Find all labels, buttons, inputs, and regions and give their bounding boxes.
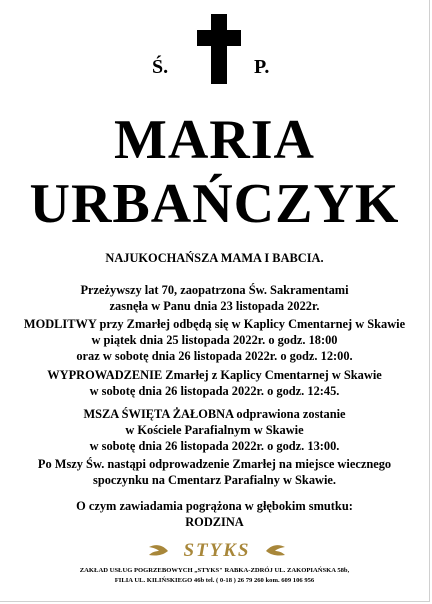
intro-line: zasnęła w Panu dnia 23 listopada 2022r.: [109, 299, 320, 313]
mass-line: w sobotę dnia 26 listopada 2022r. o godz. 13:00.: [89, 439, 340, 453]
right-wing-ornament-icon: [265, 540, 287, 562]
styks-logo: [147, 540, 287, 562]
procession-line: WYPROWADZENIE Zmarłej z Kaplicy Cmentarnej w Skawie: [47, 368, 382, 382]
sp-right-initial: P.: [254, 56, 270, 78]
intro-paragraph: [0, 282, 429, 314]
cross-icon: [197, 14, 241, 84]
closing-line: O czym zawiadamia pogrążona w głębokim smutku:: [76, 499, 353, 513]
sp-left-initial: Ś.: [152, 56, 169, 78]
burial-line: spoczynku na Cmentarz Parafialny w Skawie.: [93, 473, 336, 487]
logo-text: STYKS: [183, 540, 251, 561]
procession-line: w sobotę dnia 26 listopada 2022r. o godz. 12:45.: [89, 384, 340, 398]
first-name: MARIA: [114, 109, 315, 171]
mass-line: w Kościele Parafialnym w Skawie: [125, 423, 304, 437]
procession-paragraph: [0, 367, 429, 399]
closing-paragraph: [0, 498, 429, 530]
subtitle: [0, 250, 429, 266]
prayers-line: MODLITWY przy Zmarłej odbędą się w Kaplicy Cmentarnej w Skawie: [23, 317, 406, 331]
footer-line: FILIA UL. KILIŃSKIEGO 46b tel. ( 0-18 ) 26 79 260 kom. 609 106 956: [114, 577, 315, 584]
mass-line: MSZA ŚWIĘTA ŻAŁOBNA odprawiona zostanie: [83, 407, 346, 421]
burial-paragraph: [0, 456, 429, 488]
prayers-paragraph: [0, 316, 429, 364]
mass-paragraph: [0, 406, 429, 454]
prayers-line: w piątek dnia 25 listopada 2022r. o godz. 18:00: [91, 333, 338, 347]
left-wing-ornament-icon: [147, 540, 169, 562]
intro-line: Przeżywszy lat 70, zaopatrzona Św. Sakramentami: [80, 283, 349, 297]
last-name: URBAŃCZYK: [29, 173, 400, 235]
family-signature: RODZINA: [185, 515, 244, 529]
footer-line: ZAKŁAD USŁUG POGRZEBOWYCH „STYKS" RABKA-ZDRÓJ UL. ZAKOPIAŃSKA 58b,: [79, 567, 350, 574]
burial-line: Po Mszy Św. nastąpi odprowadzenie Zmarłej na miejsce wiecznego: [37, 457, 392, 471]
subtitle-line: NAJUKOCHAŃSZA MAMA I BABCIA.: [105, 251, 324, 265]
funeral-home-footer: [0, 566, 429, 586]
prayers-line: oraz w sobotę dnia 26 listopada 2022r. o godz. 12:00.: [76, 349, 353, 363]
